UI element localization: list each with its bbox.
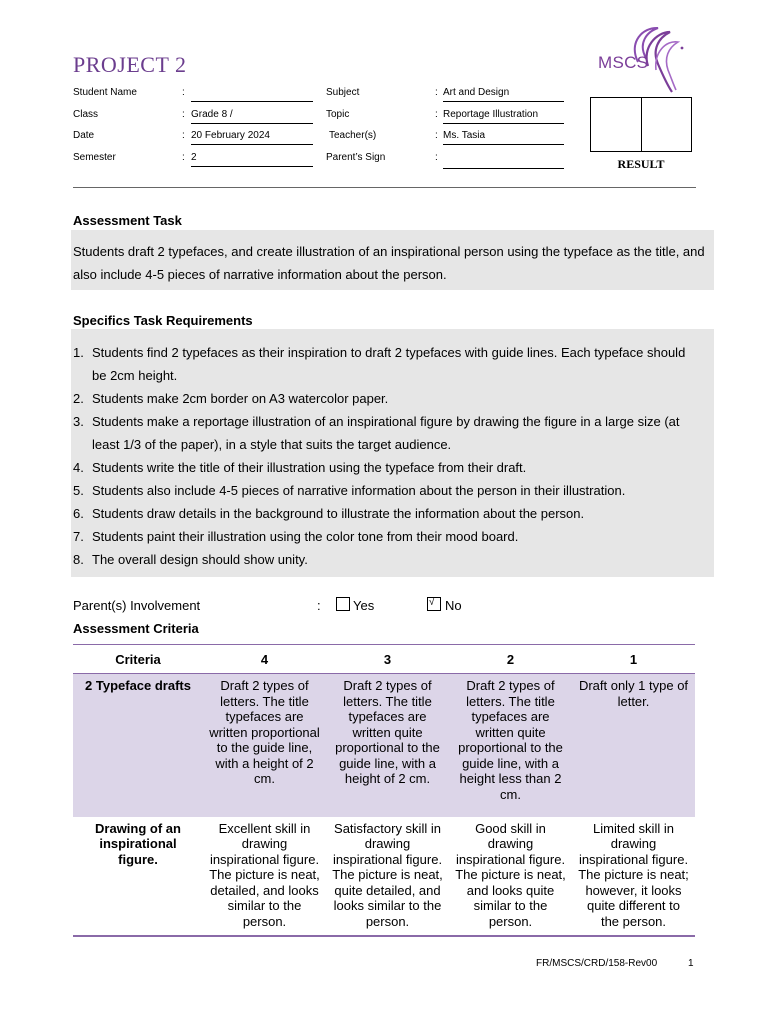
semester-label: Semester [73, 152, 116, 163]
school-logo [598, 22, 688, 94]
table-cell: Draft 2 types of letters. The title typefaces are written quite proportional to the guide line, with a height less than 2 cm. [449, 674, 572, 817]
subject-field[interactable]: Art and Design [443, 87, 564, 102]
yes-label: Yes [353, 598, 375, 613]
colon: : [182, 87, 185, 98]
list-text: Students also include 4-5 pieces of narrative information about the person in their illustration. [92, 483, 626, 498]
page-title: PROJECT 2 [73, 52, 187, 77]
parent-involvement-label: Parent(s) Involvement [73, 598, 201, 613]
parent-sign-field[interactable] [443, 154, 564, 169]
table-cell: Draft 2 types of letters. The title typefaces are written quite proportional to the guide line, with a height of 2 cm. [326, 674, 449, 817]
table-header: Criteria [73, 645, 203, 674]
assessment-task-text: Students draft 2 typefaces, and create illustration of an inspirational person using the typeface as the title, and also include 4-5 pieces of narrative information about the person. [73, 244, 705, 282]
colon: : [435, 130, 438, 141]
check-mark-icon: √ [429, 597, 435, 608]
table-header: 4 [203, 645, 326, 674]
page-number: 1 [688, 958, 694, 969]
criterion-cell: 2 Typeface drafts [73, 674, 203, 817]
list-item [73, 387, 703, 410]
list-text: Students paint their illustration using the color tone from their mood board. [92, 529, 519, 544]
topic-label: Topic [326, 109, 350, 120]
list-number: 4. [73, 460, 84, 475]
student-name-field[interactable] [191, 87, 313, 102]
student-name-label: Student Name [73, 87, 137, 98]
semester-field[interactable]: 2 [191, 152, 313, 167]
list-number: 5. [73, 483, 84, 498]
assessment-task-title: Assessment Task [73, 213, 182, 228]
list-text: Students make 2cm border on A3 watercolor paper. [92, 391, 389, 406]
table-header: 1 [572, 645, 695, 674]
parent-sign-label: Parent’s Sign [326, 152, 386, 163]
criteria-table [73, 644, 695, 937]
yes-checkbox[interactable] [336, 597, 350, 611]
list-item [73, 548, 703, 571]
list-number: 1. [73, 345, 84, 360]
table-cell: Good skill in drawing inspirational figure. The picture is neat, and looks quite similar to the person. [449, 817, 572, 937]
table-cell: Limited skill in drawing inspirational figure. The picture is neat; however, it looks quite different to the person. [572, 817, 695, 937]
list-number: 6. [73, 506, 84, 521]
colon: : [435, 152, 438, 163]
criterion-cell: Drawing of an inspirational figure. [73, 817, 203, 937]
criteria-title: Assessment Criteria [73, 621, 199, 636]
colon: : [435, 109, 438, 120]
colon: : [182, 109, 185, 120]
table-header: 2 [449, 645, 572, 674]
teacher-label: Teacher(s) [329, 130, 377, 141]
teacher-field[interactable]: Ms. Tasia [443, 130, 564, 145]
table-cell: Draft only 1 type of letter. [572, 674, 695, 817]
subject-label: Subject [326, 87, 360, 98]
footer-code: FR/MSCS/CRD/158-Rev00 [536, 958, 658, 969]
header-divider [73, 187, 696, 188]
table-header: 3 [326, 645, 449, 674]
table-cell: Draft 2 types of letters. The title typefaces are written proportional to the guide line, with a height of 2 cm. [203, 674, 326, 817]
list-item [73, 341, 703, 387]
date-label: Date [73, 130, 95, 141]
colon: : [182, 130, 185, 141]
list-item [73, 525, 703, 548]
list-text: Students write the title of their illustration using the typeface from their draft. [92, 460, 527, 475]
class-label: Class [73, 109, 99, 120]
no-label: No [445, 598, 462, 613]
table-cell: Satisfactory skill in drawing inspirational figure. The picture is neat, quite detailed, and looks similar to the person. [326, 817, 449, 937]
no-checkbox[interactable] [427, 597, 441, 611]
list-text: The overall design should show unity. [92, 552, 308, 567]
colon: : [317, 598, 321, 613]
list-item [73, 410, 703, 456]
table-row [73, 674, 695, 817]
list-number: 7. [73, 529, 84, 544]
requirements-list [73, 341, 703, 571]
list-number: 3. [73, 414, 84, 429]
list-text: Students draw details in the background to illustrate the information about the person. [92, 506, 585, 521]
date-field[interactable]: 20 February 2024 [191, 130, 313, 145]
list-item [73, 479, 703, 502]
list-item [73, 456, 703, 479]
table-header-row [73, 645, 695, 674]
colon: : [182, 152, 185, 163]
list-text: Students find 2 typefaces as their inspiration to draft 2 typefaces with guide lines. Each typeface should be 2cm height. [92, 345, 686, 383]
topic-field[interactable]: Reportage Illustration [443, 109, 564, 124]
list-number: 8. [73, 552, 84, 567]
list-item [73, 502, 703, 525]
colon: : [435, 87, 438, 98]
requirements-title: Specifics Task Requirements [73, 313, 253, 328]
result-box-divider [641, 98, 642, 151]
logo-text: MSCS [598, 53, 649, 72]
result-label: RESULT [617, 157, 665, 171]
list-text: Students make a reportage illustration of an inspirational figure by drawing the figure in a large size (at least 1/3 of the paper), in a style that suits the target audience. [92, 414, 680, 452]
class-field[interactable]: Grade 8 / [191, 109, 313, 124]
table-cell: Excellent skill in drawing inspirational figure. The picture is neat, detailed, and looks similar to the person. [203, 817, 326, 937]
list-number: 2. [73, 391, 84, 406]
result-box[interactable] [590, 97, 692, 152]
table-row [73, 817, 695, 937]
